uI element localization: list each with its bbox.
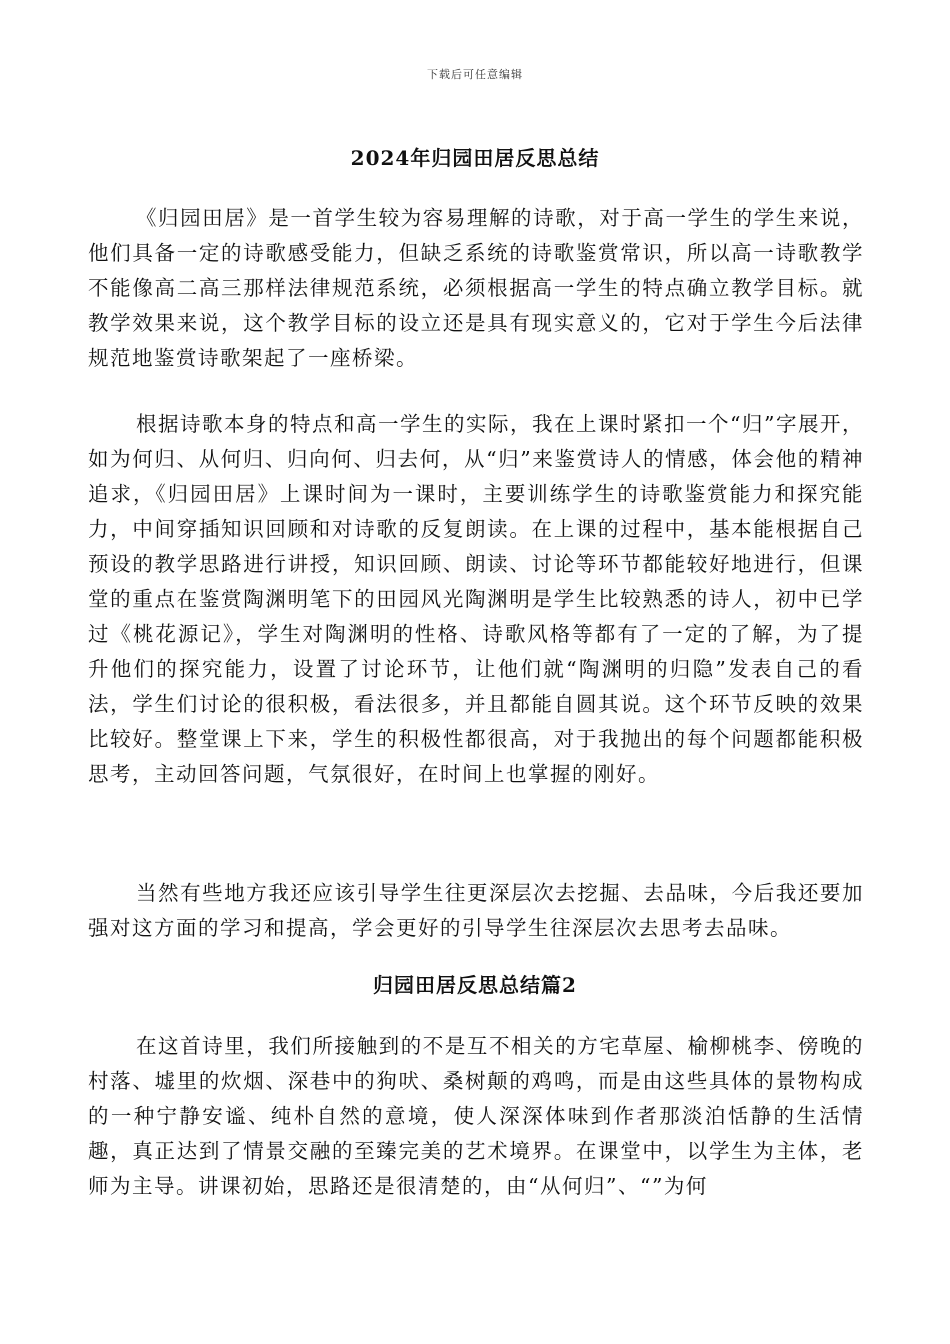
section-title: 归园田居反思总结篇2 [373,973,577,997]
page-title: 2024年归园田居反思总结 [350,146,600,170]
paragraph-3: 当然有些地方我还应该引导学生往更深层次去挖掘、去品味，今后我还要加强对这方面的学习和提高，学会更好的引导学生往深层次去思考去品味。 [88,881,864,940]
paragraph-2: 根据诗歌本身的特点和高一学生的实际，我在上课时紧扣一个“归”字展开，如为何归、从何归、归向何、归去何，从“归”来鉴赏诗人的情感，体会他的精神追求，《归园田居》上课时间为一课时，主要训练学生的诗歌鉴赏能力和探究能力，中间穿插知识回顾和对诗歌的反复朗读。在上课的过程中，基本能根据自己预设的教学思路进行讲授，知识回顾、朗读、讨论等环节都能较好地进行，但课堂的重点在鉴赏陶渊明笔下的田园风光陶渊明是学生比较熟悉的诗人，初中已学过《桃花源记》，学生对陶渊明的性格、诗歌风格等都有了一定的了解，为了提升他们的探究能力，设置了讨论环节，让他们就“陶渊明的归隐”发表自己的看法，学生们讨论的很积极，看法很多，并且都能自圆其说。这个环节反映的效果比较好。整堂课上下来，学生的积极性都很高，对于我抛出的每个问题都能积极思考，主动回答问题，气氛很好，在时间上也掌握的刚好。 [88,412,864,786]
paragraph-1: 《归园田居》是一首学生较为容易理解的诗歌，对于高一学生的学生来说，他们具备一定的诗歌感受能力，但缺乏系统的诗歌鉴赏常识，所以高一诗歌教学不能像高二高三那样法律规范系统，必须根据高一学生的特点确立教学目标。就教学效果来说，这个教学目标的设立还是具有现实意义的，它对于学生今后法律规范地鉴赏诗歌架起了一座桥梁。 [88,206,864,370]
header-note: 下载后可任意编辑 [427,68,523,81]
section-2-paragraph: 在这首诗里，我们所接触到的不是互不相关的方宅草屋、榆柳桃李、傍晚的村落、墟里的炊烟、深巷中的狗吠、桑树颠的鸡鸣，而是由这些具体的景物构成的一种宁静安谧、纯朴自然的意境，使人深深体味到作者那淡泊恬静的生活情趣，真正达到了情景交融的至臻完美的艺术境界。在课堂中，以学生为主体，老师为主导。讲课初始，思路还是很清楚的，由“从何归”、“”为何 [88,1034,864,1198]
